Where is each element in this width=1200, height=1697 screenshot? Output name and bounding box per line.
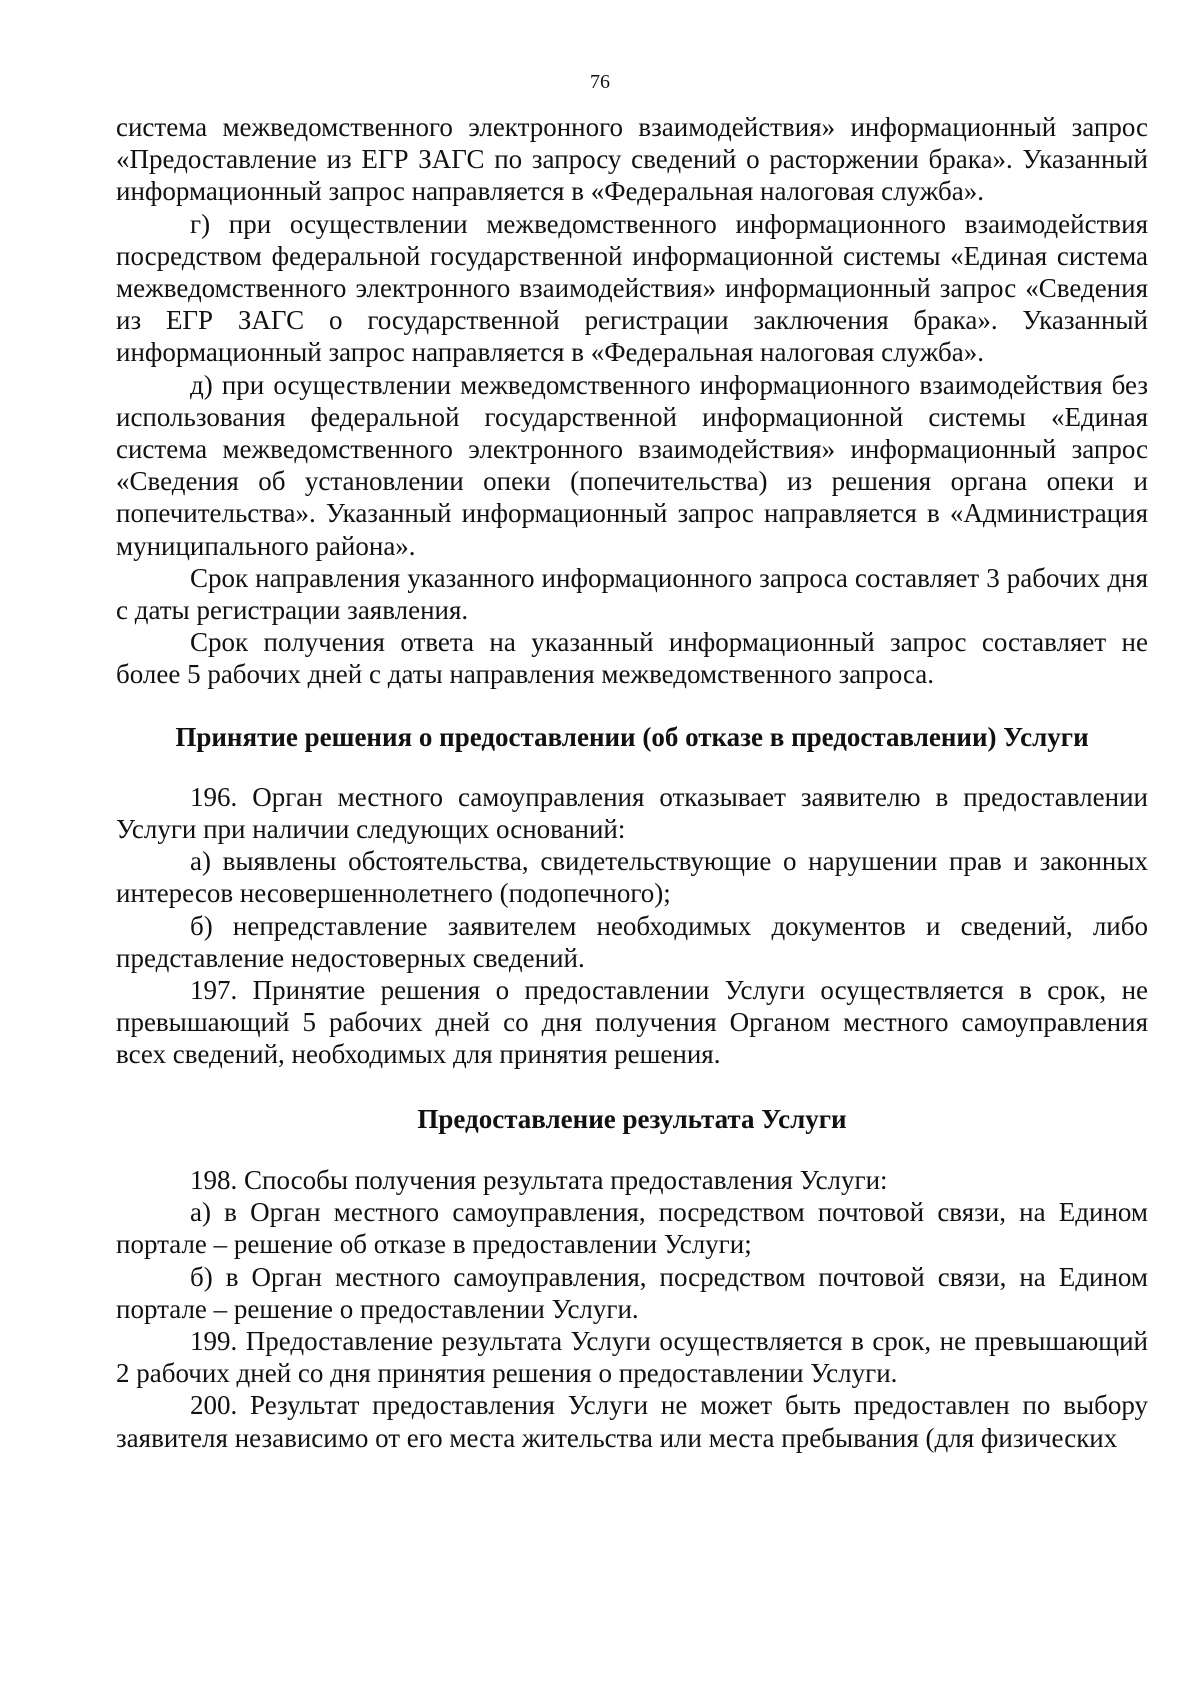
paragraph-196-a: а) выявлены обстоятельства, свидетельствующие о нарушении прав и законных интересов несовершеннолетнего (подопечного); [116,846,1148,909]
paragraph-198: 198. Способы получения результата предоставления Услуги: [190,1164,888,1195]
document-body [116,111,1148,1454]
paragraph-198-b: б) в Орган местного самоуправления, посредством почтовой связи, на Едином портале – решение о предоставлении Услуги. [116,1261,1148,1324]
section-heading-result: Предоставление результата Услуги [417,1103,847,1134]
paragraph-response-deadline: Срок получения ответа на указанный информационный запрос составляет не более 5 рабочих дней с даты направления межведомственного запроса. [116,627,1148,690]
paragraph-item-d: д) при осуществлении межведомственного информационного взаимодействия без использования федеральной государственной информационной системы «Единая система межведомственного электронного взаимодействия» информационный запрос «Сведения об установлении опеки (попечительства) из решения органа опеки и попечительства». Указанный информационный запрос направляется в «Администрация муниципального района». [116,369,1148,561]
paragraph-197: 197. Принятие решения о предоставлении Услуги осуществляется в срок, не превышающий 5 рабочих дней со дня получения Органом местного самоуправления всех сведений, необходимых для принятия решения. [116,975,1148,1070]
paragraph-200: 200. Результат предоставления Услуги не может быть предоставлен по выбору заявителя независимо от его места жительства или места пребывания (для физических [116,1390,1148,1453]
paragraph-request-deadline: Срок направления указанного информационного запроса составляет 3 рабочих дня с даты регистрации заявления. [116,562,1148,626]
paragraph-199: 199. Предоставление результата Услуги осуществляется в срок, не превышающий 2 рабочих дней со дня принятия решения о предоставлении Услуги. [116,1325,1148,1389]
section-heading-decision: Принятие решения о предоставлении (об отказе в предоставлении) Услуги [175,721,1089,752]
page-number: 76 [590,71,610,93]
paragraph-196: 196. Орган местного самоуправления отказывает заявителю в предоставлении Услуги при наличии следующих оснований: [116,781,1148,845]
paragraph-egr-divorce-request: система межведомственного электронного взаимодействия» информационный запрос «Предоставление из ЕГР ЗАГС по запросу сведений о расторжении брака». Указанный информационный запрос направляется в «Федеральная налоговая служба». [116,112,1148,207]
paragraph-196-b: б) непредставление заявителем необходимых документов и сведений, либо представление недостоверных сведений. [116,910,1148,973]
paragraph-item-g: г) при осуществлении межведомственного информационного взаимодействия посредством федеральной государственной информационной системы «Единая система межведомственного электронного взаимодействия» информационный запрос «Сведения из ЕГР ЗАГС о государственной регистрации заключения брака». Указанный информационный запрос направляется в «Федеральная налоговая служба». [116,208,1148,368]
paragraph-198-a: а) в Орган местного самоуправления, посредством почтовой связи, на Едином портале – решение об отказе в предоставлении Услуги; [116,1197,1148,1260]
